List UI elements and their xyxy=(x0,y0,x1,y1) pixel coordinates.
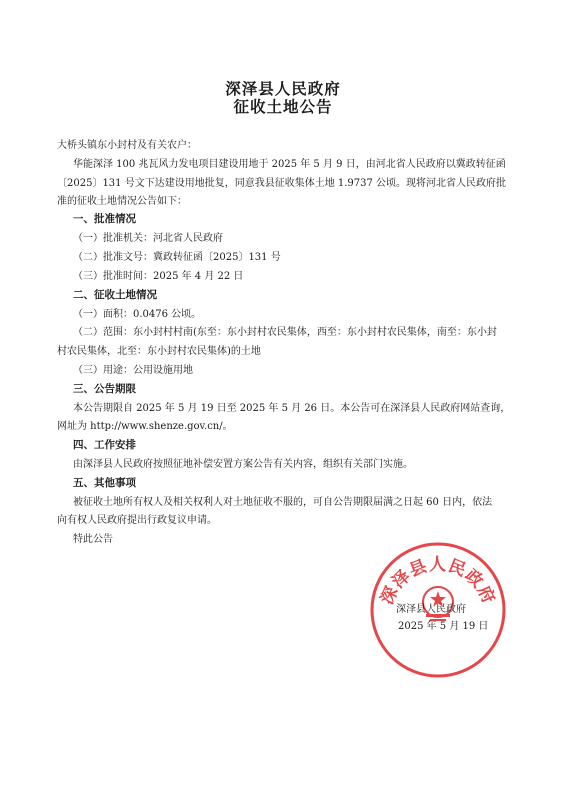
work-line-1: 由深泽县人民政府按照征地补偿安置方案公告有关内容，组织有关部门实施。 xyxy=(73,459,413,470)
intro-line-2: 〔2025〕131 号文下达建设用地批复，同意我县征收集体土地 1.9737 公顷。现将河北省人民政府批 xyxy=(57,178,507,189)
signature-date: 2025 年 5 月 19 日 xyxy=(398,621,489,632)
intro-line-1: 华能深泽 100 兆瓦风力发电项目建设用地于 2025 年 5 月 9 日，由河北省人民政府以冀政转征函 xyxy=(73,159,506,170)
approval-number: （二）批准文号：冀政转征函〔2025〕131 号 xyxy=(73,252,281,263)
signature-issuer: 深泽县人民政府 xyxy=(396,604,466,615)
approval-date: （三）批准时间：2025 年 4 月 22 日 xyxy=(73,271,244,282)
seal-text: 深泽县人民政府 xyxy=(377,555,499,608)
section-heading-approval: 一、批准情况 xyxy=(73,213,136,225)
approval-authority: （一）批准机关：河北省人民政府 xyxy=(73,233,223,244)
section-heading-period: 三、公告期限 xyxy=(73,383,136,395)
other-line-2: 向有权人民政府提出行政复议申请。 xyxy=(57,515,217,526)
land-scope-line-2: 村农民集体，北至：东小封村农民集体)的土地 xyxy=(57,346,261,357)
land-scope-line-1: （二）范围：东小封村村南(东至：东小封村农民集体，西至：东小封村农民集体，南至：东小封 xyxy=(73,327,497,338)
intro-line-3: 准的征收土地情况公告如下： xyxy=(57,196,187,207)
closing-text: 特此公告 xyxy=(73,534,113,545)
period-line-2: 网址为 http://www.shenze.gov.cn/。 xyxy=(57,421,233,432)
section-heading-other: 五、其他事项 xyxy=(73,477,136,489)
document-title-announcement: 征收土地公告 xyxy=(233,98,333,116)
other-line-1: 被征收土地所有权人及相关权利人对土地征收不服的，可自公告期限届满之日起 60 日内，依法 xyxy=(73,497,493,508)
section-heading-work: 四、工作安排 xyxy=(73,439,136,451)
addressee: 大桥头镇东小封村及有关农户： xyxy=(57,140,197,151)
land-use: （三）用途：公用设施用地 xyxy=(73,365,193,376)
period-line-1: 本公告期限自 2025 年 5 月 19 日至 2025 年 5 月 26 日。本公告可在深泽县人民政府网站查询， xyxy=(73,403,511,414)
document-title-government: 深泽县人民政府 xyxy=(225,80,341,98)
section-heading-land: 二、征收土地情况 xyxy=(73,289,157,301)
land-area: （一）面积：0.0476 公顷。 xyxy=(73,309,202,320)
